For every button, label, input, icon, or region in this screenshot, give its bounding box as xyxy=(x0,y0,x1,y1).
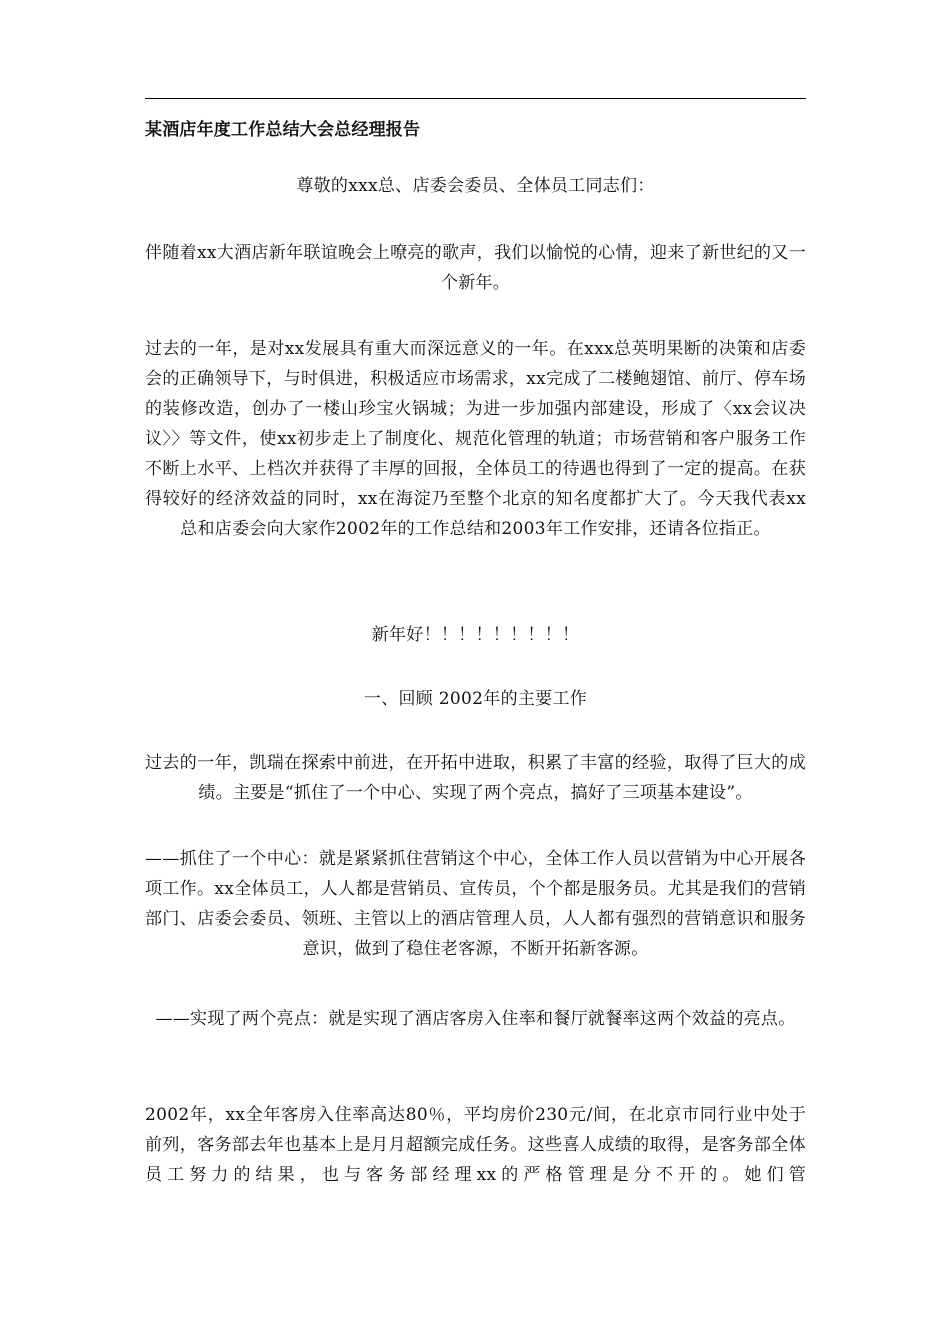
paragraph-opening: 伴随着xx大酒店新年联谊晚会上嘹亮的歌声，我们以愉悦的心情，迎来了新世纪的又一个新年。 xyxy=(145,243,806,293)
paragraph-one-center: ——抓住了一个中心：就是紧紧抓住营销这个中心，全体工作人员以营销为中心开展各项工作。xx全体员工，人人都是营销员、宣传员，个个都是服务员。尤其是我们的营销部门、店委会委员、领班、主管以上的酒店管理人员，人人都有强烈的营销意识和服务意识，做到了稳住老客源，不断开拓新客源。 xyxy=(145,849,806,959)
paragraph-greeting: 新年好！！！！！！！！！ xyxy=(371,625,580,645)
paragraph-year-overview: 过去的一年，是对xx发展具有重大而深远意义的一年。在xxx总英明果断的决策和店委会的正确领导下，与时俱进，积极适应市场需求，xx完成了二楼鲍翅馆、前厅、停车场的装修改造，创办了一楼山珍宝火锅城；为进一步加强内部建设，形成了〈xx会议决议〉〉等文件，使xx初步走上了制度化、规范化管理的轨道；市场营销和客户服务工作不断上水平、上档次并获得了丰厚的回报，全体员工的待遇也得到了一定的提高。在获得较好的经济效益的同时，xx在海淀乃至整个北京的知名度都扩大了。今天我代表xx总和店委会向大家作2002年的工作总结和2003年工作安排，还请各位指正。 xyxy=(145,339,806,539)
paragraph-room-occupancy: 2002年，xx全年客房入住率高达80％，平均房价230元/间，在北京市同行业中处于前列，客务部去年也基本上是月月超额完成任务。这些喜人成绩的取得，是客务部全体员工努力的结果，也与客务部经理xx的严格管理是分不开的。她们管 xyxy=(145,1105,806,1185)
document-title: 某酒店年度工作总结大会总经理报告 xyxy=(145,120,421,140)
paragraph-two-highlights: ——实现了两个亮点：就是实现了酒店客房入住率和餐厅就餐率这两个效益的亮点。 xyxy=(155,1009,796,1029)
section-heading: 一、回顾 2002年的主要工作 xyxy=(363,689,588,709)
paragraph-achievements: 过去的一年，凯瑞在探索中前进，在开拓中进取，积累了丰富的经验，取得了巨大的成绩。主要是“抓住了一个中心、实现了两个亮点，搞好了三项基本建设”。 xyxy=(145,753,806,803)
header-rule xyxy=(145,98,806,99)
salutation: 尊敬的xxx总、店委会委员、全体员工同志们： xyxy=(296,176,655,196)
